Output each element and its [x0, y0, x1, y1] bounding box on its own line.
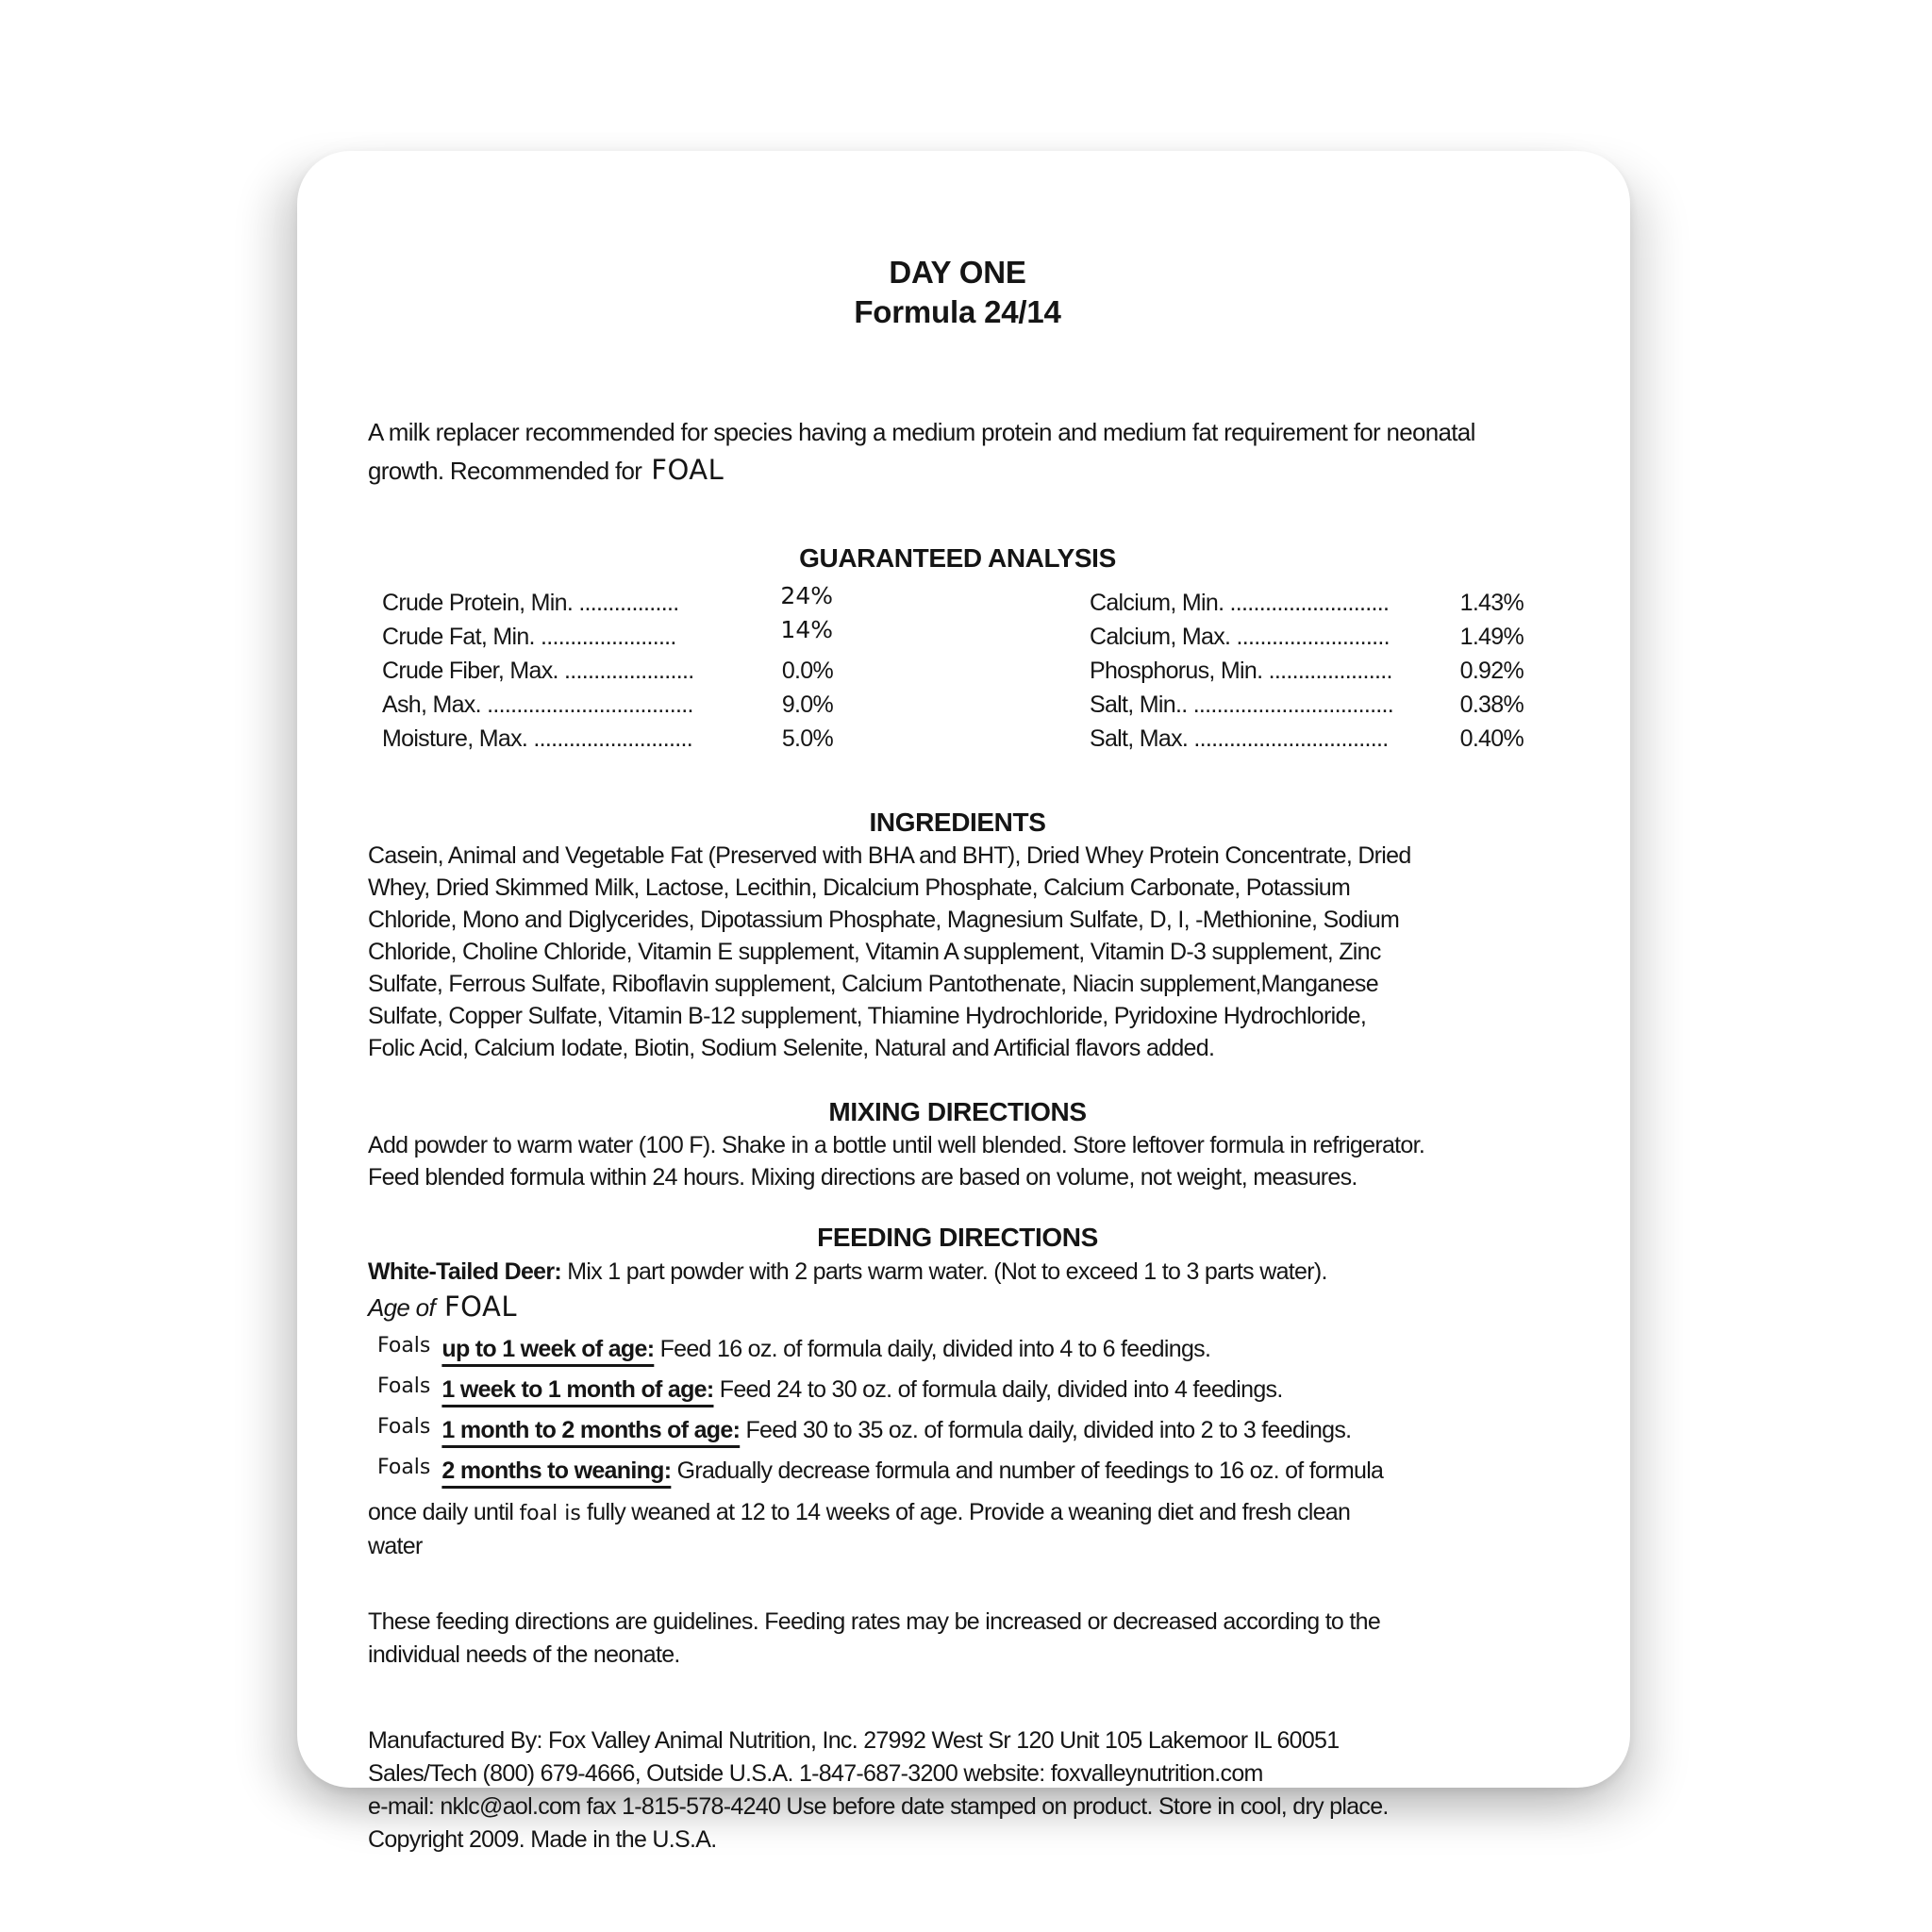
mixing-directions-paragraph [368, 1129, 1547, 1193]
analysis-label: Calcium, Min. ........................... [1090, 590, 1390, 616]
feeding-row-month1 [368, 1375, 1547, 1406]
formula-subtitle: Formula 24/14 [854, 294, 1061, 329]
analysis-value: 0.40% [1459, 725, 1524, 752]
intro-line-2-text: growth. Recommended for [368, 457, 642, 485]
analysis-row-phosphorus [1090, 654, 1524, 688]
intro-paragraph [368, 413, 1547, 490]
feeding-row-range: 1 week to 1 month of age: [441, 1376, 714, 1403]
ingredients-line: Whey, Dried Skimmed Milk, Lactose, Lecithin, Dicalcium Phosphate, Calcium Carbonate, Potassium [368, 874, 1351, 901]
guidelines-line: These feeding directions are guidelines. Feeding rates may be increased or decreased according to the [368, 1608, 1381, 1635]
mixing-directions-heading: MIXING DIRECTIONS [828, 1097, 1087, 1126]
manufacturer-block [368, 1724, 1547, 1857]
analysis-value: 14% [780, 616, 833, 643]
analysis-left-column [382, 582, 833, 756]
age-of-species: FOAL [443, 1291, 517, 1323]
feeding-row-prefix: Foals [377, 1334, 431, 1357]
analysis-label: Crude Fiber, Max. ...................... [382, 658, 694, 684]
analysis-value: 24% [780, 582, 833, 609]
feeding-row-text: Feed 24 to 30 oz. of formula daily, divided into 4 feedings. [713, 1376, 1283, 1403]
analysis-label: Crude Protein, Min. ................. [382, 590, 679, 616]
intro-line-1: A milk replacer recommended for species having a medium protein and medium fat requirement for neonatal [368, 418, 1475, 446]
feeding-continuation-line [368, 1496, 1547, 1530]
feeding-directions-block [368, 1256, 1547, 1562]
feeding-last-word: water [368, 1533, 423, 1559]
analysis-value: 9.0% [781, 691, 833, 718]
ingredients-paragraph [368, 840, 1547, 1064]
manufacturer-address-line: Manufactured By: Fox Valley Animal Nutrition, Inc. 27992 West Sr 120 Unit 105 Lakemoor IL 60051 [368, 1727, 1340, 1754]
analysis-row-salt-min [1090, 688, 1524, 722]
feeding-row-prefix: Foals [377, 1374, 431, 1398]
continuation-typed-species: foal is [519, 1502, 581, 1525]
analysis-value: 1.49% [1459, 624, 1524, 650]
analysis-label: Phosphorus, Min. ..................... [1090, 658, 1392, 684]
feeding-row-range: 1 month to 2 months of age: [441, 1417, 741, 1443]
analysis-value: 1.43% [1459, 590, 1524, 616]
analysis-row-salt-max [1090, 722, 1524, 756]
age-of-label: Age of [368, 1293, 435, 1322]
analysis-row-ash [382, 688, 833, 722]
mixing-line: Add powder to warm water (100 F). Shake in a bottle until well blended. Store leftover formula in refrigerator. [368, 1132, 1425, 1158]
age-of-line [368, 1290, 1547, 1324]
analysis-label: Salt, Max. ................................. [1090, 725, 1389, 752]
analysis-row-calcium-min [1090, 586, 1524, 620]
guidelines-line: individual needs of the neonate. [368, 1641, 680, 1668]
feeding-row-weaning [368, 1457, 1547, 1487]
analysis-label: Moisture, Max. ........................... [382, 725, 693, 752]
feeding-directions-heading: FEEDING DIRECTIONS [817, 1223, 1098, 1252]
ingredients-line: Chloride, Mono and Diglycerides, Dipotassium Phosphate, Magnesium Sulfate, D, I, -Methionine, Sodium [368, 907, 1400, 933]
ingredients-line: Sulfate, Copper Sulfate, Vitamin B-12 supplement, Thiamine Hydrochloride, Pyridoxine Hydrochloride, [368, 1003, 1367, 1029]
analysis-label: Calcium, Max. .......................... [1090, 624, 1390, 650]
ingredients-line: Chloride, Choline Chloride, Vitamin E supplement, Vitamin A supplement, Vitamin D-3 supplement, Zinc [368, 939, 1381, 965]
feeding-row-week1 [368, 1335, 1547, 1365]
continuation-pre: once daily until [368, 1499, 520, 1525]
feeding-species-line [368, 1256, 1547, 1288]
feeding-row-month2 [368, 1416, 1547, 1446]
ingredients-line: Folic Acid, Calcium Iodate, Biotin, Sodium Selenite, Natural and Artificial flavors added. [368, 1035, 1215, 1061]
analysis-value: 0.38% [1459, 691, 1524, 718]
species-instructions: Mix 1 part powder with 2 parts warm water. (Not to exceed 1 to 3 parts water). [561, 1258, 1327, 1285]
feeding-row-range: up to 1 week of age: [441, 1336, 655, 1362]
product-label-card [297, 151, 1630, 1853]
analysis-label: Ash, Max. ................................... [382, 691, 693, 718]
analysis-row-crude-fat [382, 616, 833, 654]
guaranteed-analysis-table [368, 582, 1547, 756]
feeding-row-text: Feed 16 oz. of formula daily, divided into 4 to 6 feedings. [654, 1336, 1211, 1362]
manufacturer-phone-line: Sales/Tech (800) 679-4666, Outside U.S.A. 1-847-687-3200 website: foxvalleynutrition.com [368, 1760, 1263, 1787]
analysis-row-crude-fiber [382, 654, 833, 688]
continuation-post: fully weaned at 12 to 14 weeks of age. Provide a weaning diet and fresh clean [580, 1499, 1351, 1525]
feeding-row-text: Feed 30 to 35 oz. of formula daily, divided into 2 to 3 feedings. [740, 1417, 1352, 1443]
recommended-species: FOAL [651, 454, 724, 486]
feeding-row-text: Gradually decrease formula and number of feedings to 16 oz. of formula [671, 1457, 1384, 1484]
intro-line-2 [368, 451, 1547, 490]
feeding-row-range: 2 months to weaning: [441, 1457, 672, 1484]
guaranteed-analysis-heading: GUARANTEED ANALYSIS [799, 543, 1116, 573]
feeding-row-prefix: Foals [377, 1415, 431, 1439]
product-title: DAY ONE [889, 255, 1026, 290]
ingredients-line: Casein, Animal and Vegetable Fat (Preserved with BHA and BHT), Dried Whey Protein Concentrate, Dried [368, 842, 1411, 869]
copyright-line: Copyright 2009. Made in the U.S.A. [368, 1826, 717, 1853]
analysis-label: Salt, Min.. .................................. [1090, 691, 1394, 718]
feeding-row-prefix: Foals [377, 1456, 431, 1479]
analysis-row-calcium-max [1090, 620, 1524, 654]
analysis-right-column [1090, 586, 1524, 756]
analysis-value: 0.0% [781, 658, 833, 684]
label-title-block [368, 253, 1547, 332]
analysis-value: 5.0% [781, 725, 833, 752]
analysis-value: 0.92% [1459, 658, 1524, 684]
guidelines-paragraph [368, 1606, 1547, 1672]
analysis-label: Crude Fat, Min. ....................... [382, 624, 676, 650]
mixing-line: Feed blended formula within 24 hours. Mixing directions are based on volume, not weight, measures. [368, 1164, 1357, 1191]
ingredients-line: Sulfate, Ferrous Sulfate, Riboflavin supplement, Calcium Pantothenate, Niacin supplement,Manganese [368, 971, 1378, 997]
manufacturer-email-line: e-mail: nklc@aol.com fax 1-815-578-4240 Use before date stamped on product. Store in cool, dry place. [368, 1793, 1389, 1820]
analysis-row-crude-protein [382, 582, 833, 620]
species-term: White-Tailed Deer: [368, 1258, 562, 1285]
ingredients-heading: INGREDIENTS [869, 808, 1046, 837]
analysis-row-moisture [382, 722, 833, 756]
